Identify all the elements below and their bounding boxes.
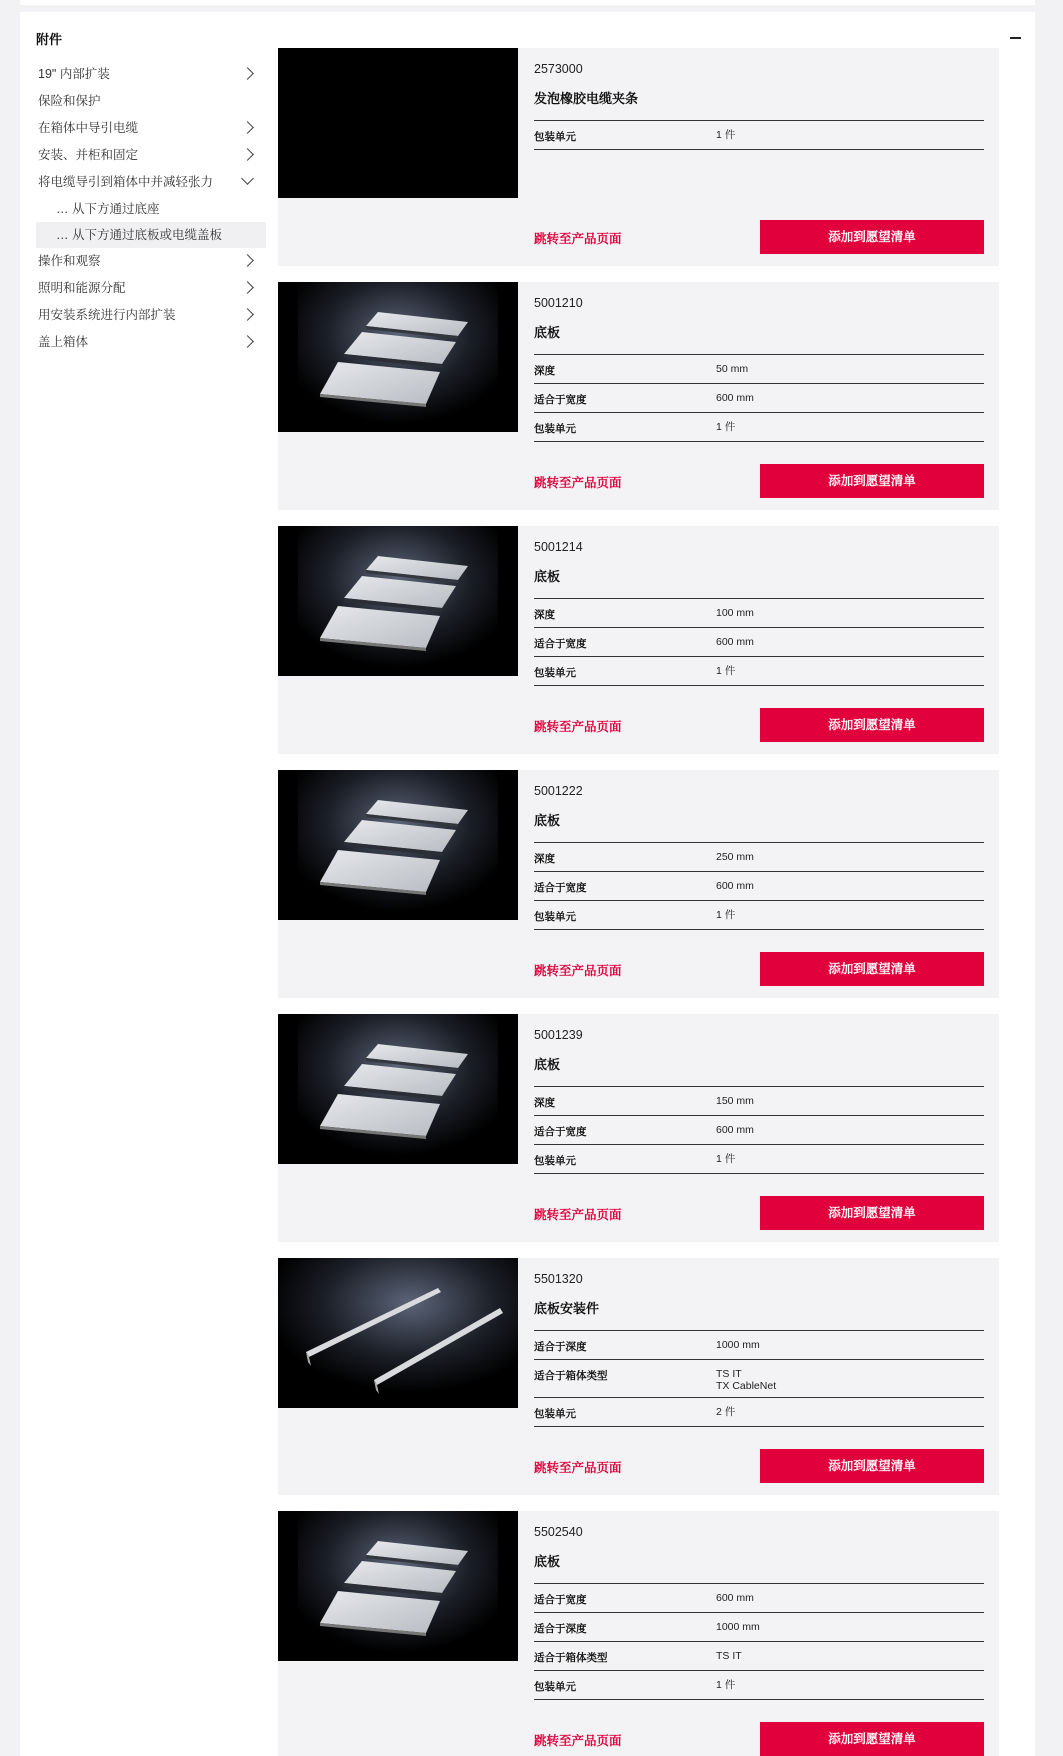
sidebar-item-label: 盖上箱体 [38, 335, 89, 349]
product-image[interactable] [278, 770, 518, 920]
spec-value: 2 件 [716, 1406, 736, 1418]
category-sidebar [36, 61, 266, 356]
product-sku: 5001222 [534, 784, 583, 798]
product-card [278, 526, 999, 754]
card-actions [534, 220, 984, 254]
sidebar-item-7[interactable] [36, 248, 266, 275]
card-actions [534, 1449, 984, 1483]
spec-value: 1 件 [716, 1153, 736, 1165]
add-to-wishlist-button[interactable]: 添加到愿望清单 [760, 220, 984, 254]
spec-value: TS IT TX CableNet [716, 1368, 777, 1392]
sidebar-item-1[interactable] [36, 88, 266, 115]
product-image-plates [278, 1511, 518, 1661]
product-name: 底板 [534, 325, 561, 340]
product-card [278, 1014, 999, 1242]
product-name: 底板 [534, 1554, 561, 1569]
card-actions [534, 464, 984, 498]
sidebar-item-0[interactable] [36, 61, 266, 88]
spec-row [534, 1360, 984, 1398]
product-sku: 5502540 [534, 1525, 583, 1539]
spec-row [534, 657, 984, 686]
product-card [278, 1258, 999, 1495]
card-actions [534, 708, 984, 742]
product-card [278, 48, 999, 266]
spec-row [534, 599, 984, 628]
spec-label: 包装单元 [534, 1681, 576, 1693]
product-page-link[interactable]: 跳转至产品页面 [534, 1461, 622, 1475]
product-sku: 2573000 [534, 62, 583, 76]
spec-value: 250 mm [716, 851, 754, 863]
spec-table [534, 120, 984, 150]
spec-label: 包装单元 [534, 667, 576, 679]
spec-row [534, 628, 984, 657]
sidebar-item-5[interactable] [36, 196, 266, 222]
product-card [278, 1511, 999, 1756]
spec-value: 1 件 [716, 909, 736, 921]
sidebar-item-8[interactable] [36, 275, 266, 302]
sidebar-item-label: 保险和保护 [38, 94, 101, 108]
product-image[interactable] [278, 526, 518, 676]
chevron-right-icon[interactable] [241, 308, 254, 321]
product-image[interactable] [278, 1014, 518, 1164]
spec-table [534, 598, 984, 686]
sidebar-item-2[interactable] [36, 115, 266, 142]
spec-value: 600 mm [716, 1592, 754, 1604]
spec-label: 深度 [534, 1097, 555, 1109]
spec-row [534, 1642, 984, 1671]
spec-row [534, 384, 984, 413]
sidebar-item-9[interactable] [36, 302, 266, 329]
spec-value: 150 mm [716, 1095, 754, 1107]
product-image[interactable] [278, 282, 518, 432]
product-image-plates [278, 770, 518, 920]
chevron-right-icon[interactable] [241, 281, 254, 294]
add-to-wishlist-button[interactable]: 添加到愿望清单 [760, 1722, 984, 1756]
sidebar-item-6[interactable] [36, 222, 266, 248]
spec-value: 600 mm [716, 1124, 754, 1136]
spec-row [534, 872, 984, 901]
minus-icon [1010, 37, 1021, 39]
spec-label: 适合于宽度 [534, 1126, 587, 1138]
product-image-plates [278, 282, 518, 432]
product-name: 底板 [534, 1057, 561, 1072]
product-card [278, 770, 999, 998]
spec-value: 50 mm [716, 363, 749, 375]
sidebar-item-label: 安装、并柜和固定 [38, 148, 139, 162]
spec-label: 适合于宽度 [534, 638, 587, 650]
spec-value: 100 mm [716, 607, 754, 619]
spec-label: 包装单元 [534, 911, 576, 923]
spec-value: 600 mm [716, 392, 754, 404]
spec-value: TS IT [716, 1650, 742, 1662]
card-actions [534, 1196, 984, 1230]
sidebar-item-10[interactable] [36, 329, 266, 356]
product-list [278, 48, 1019, 1756]
sidebar-item-label: 用安装系统进行内部扩装 [38, 308, 176, 322]
sidebar-item-label: 将电缆导引到箱体中并减轻张力 [38, 175, 214, 189]
sidebar-item-4[interactable] [36, 169, 266, 196]
product-name: 底板 [534, 569, 561, 584]
spec-row [534, 1584, 984, 1613]
product-info [534, 770, 984, 930]
sidebar-item-3[interactable] [36, 142, 266, 169]
product-name: 底板 [534, 813, 561, 828]
product-image-plates [278, 526, 518, 676]
add-to-wishlist-button[interactable]: 添加到愿望清单 [760, 708, 984, 742]
spec-label: 深度 [534, 853, 555, 865]
spec-label: 包装单元 [534, 1408, 576, 1420]
spec-row [534, 355, 984, 384]
sidebar-item-label: … 从下方通过底板或电缆盖板 [56, 228, 222, 242]
product-sku: 5501320 [534, 1272, 583, 1286]
card-actions [534, 952, 984, 986]
collapse-button[interactable] [997, 26, 1021, 50]
spec-label: 适合于箱体类型 [534, 1652, 608, 1664]
chevron-right-icon[interactable] [241, 254, 254, 267]
spec-table [534, 1583, 984, 1700]
top-strip [20, 0, 1035, 5]
spec-row [534, 121, 984, 150]
product-info [534, 1511, 984, 1700]
product-image-plates [278, 1014, 518, 1164]
product-name: 底板安装件 [534, 1301, 600, 1316]
spec-label: 适合于宽度 [534, 394, 587, 406]
chevron-down-icon[interactable] [241, 172, 254, 185]
add-to-wishlist-button[interactable]: 添加到愿望清单 [760, 1449, 984, 1483]
product-page-link[interactable]: 跳转至产品页面 [534, 964, 622, 978]
spec-value: 1 件 [716, 1679, 736, 1691]
spec-label: 适合于宽度 [534, 882, 587, 894]
product-sku: 5001239 [534, 1028, 583, 1042]
spec-label: 包装单元 [534, 423, 576, 435]
spec-label: 适合于深度 [534, 1623, 587, 1635]
spec-value: 1 件 [716, 665, 736, 677]
spec-value: 600 mm [716, 636, 754, 648]
spec-label: 深度 [534, 365, 555, 377]
panel-header [36, 26, 1021, 50]
sidebar-item-label: 19" 内部扩装 [38, 67, 110, 81]
spec-label: 适合于箱体类型 [534, 1370, 608, 1382]
sidebar-item-label: 在箱体中导引电缆 [38, 121, 139, 135]
chevron-right-icon[interactable] [241, 335, 254, 348]
sidebar-item-label: 照明和能源分配 [38, 281, 126, 295]
sidebar-item-label: … 从下方通过底座 [56, 202, 160, 216]
spec-value: 600 mm [716, 880, 754, 892]
product-page-link[interactable]: 跳转至产品页面 [534, 232, 622, 246]
spec-row [534, 843, 984, 872]
product-image-placeholder [278, 48, 518, 198]
product-page-link[interactable]: 跳转至产品页面 [534, 720, 622, 734]
product-page-link[interactable]: 跳转至产品页面 [534, 476, 622, 490]
product-name: 发泡橡胶电缆夹条 [534, 91, 639, 106]
product-info [534, 48, 984, 150]
spec-value: 1000 mm [716, 1621, 760, 1633]
spec-row [534, 1145, 984, 1174]
spec-label: 适合于深度 [534, 1341, 587, 1353]
spec-row [534, 1671, 984, 1700]
add-to-wishlist-button[interactable]: 添加到愿望清单 [760, 952, 984, 986]
product-card [278, 282, 999, 510]
spec-row [534, 1087, 984, 1116]
product-info [534, 282, 984, 442]
spec-table [534, 842, 984, 930]
product-info [534, 1258, 984, 1427]
spec-table [534, 1330, 984, 1427]
chevron-right-icon[interactable] [241, 67, 254, 80]
spec-value: 1 件 [716, 129, 736, 141]
chevron-right-icon[interactable] [241, 148, 254, 161]
spec-row [534, 1613, 984, 1642]
product-info [534, 1014, 984, 1174]
spec-table [534, 354, 984, 442]
card-actions [534, 1722, 984, 1756]
product-image[interactable] [278, 48, 518, 198]
spec-row [534, 1331, 984, 1360]
spec-label: 深度 [534, 609, 555, 621]
product-image[interactable] [278, 1258, 518, 1408]
add-to-wishlist-button[interactable]: 添加到愿望清单 [760, 464, 984, 498]
product-page-link[interactable]: 跳转至产品页面 [534, 1208, 622, 1222]
product-page-link[interactable]: 跳转至产品页面 [534, 1734, 622, 1748]
spec-label: 包装单元 [534, 1155, 576, 1167]
chevron-right-icon[interactable] [241, 121, 254, 134]
spec-label: 适合于宽度 [534, 1594, 587, 1606]
spec-label: 包装单元 [534, 131, 576, 143]
product-image-rails [278, 1258, 518, 1408]
spec-value: 1000 mm [716, 1339, 760, 1351]
spec-row [534, 413, 984, 442]
product-image[interactable] [278, 1511, 518, 1661]
sidebar-item-label: 操作和观察 [38, 254, 101, 268]
add-to-wishlist-button[interactable]: 添加到愿望清单 [760, 1196, 984, 1230]
spec-row [534, 1398, 984, 1427]
product-info [534, 526, 984, 686]
spec-row [534, 901, 984, 930]
product-sku: 5001214 [534, 540, 583, 554]
spec-row [534, 1116, 984, 1145]
product-sku: 5001210 [534, 296, 583, 310]
spec-value: 1 件 [716, 421, 736, 433]
spec-table [534, 1086, 984, 1174]
panel-title: 附件 [36, 32, 63, 47]
